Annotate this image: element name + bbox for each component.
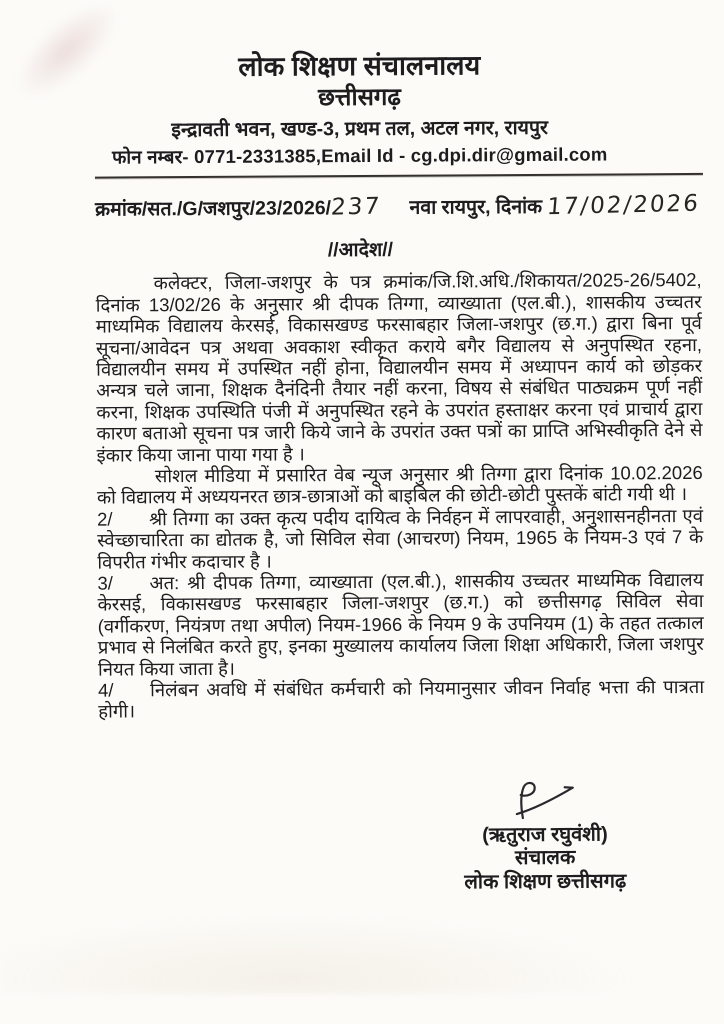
order-paragraph-1 [96,269,703,465]
paragraph-number: 4/ [98,679,114,701]
date-handwritten: 17/02/2026 [546,190,702,221]
order-title: //आदेश// [327,239,394,262]
paragraph-text: कलेक्टर, जिला-जशपुर के पत्र क्रमांक/जि.शि.अधि./शिकायत/2025-26/5402, दिनांक 13/02/26 के अनुसार श्री दीपक तिग्गा, व्याख्याता (एल.बी.), शासकीय उच्चतर माध्यमिक विद्यालय केरसई, विकासखण्ड फरसाबहार जिला-जशपुर (छ.ग.) द्वारा बिना पूर्व सूचना/आवेदन पत्र अथवा अवकाश स्वीकृत कराये बगैर विद्यालय से अनुपस्थित रहना, विद्यालयीन समय में उपस्थित नहीं होना, विद्यालयीन समय में अध्यापन कार्य को छोड़कर अन्यत्र चले जाना, शिक्षक दैनंदिनी तैयार नहीं करना, विषय से संबंधित पाठ्यक्रम पूर्ण नहीं करना, शिक्षक उपस्थिति पंजी में अनुपस्थित रहने के उपरांत हस्ताक्षर करना एवं प्राचार्य द्वारा कारण बताओ सूचना पत्र जारी किये जाने के उपरांत उक्त पत्रों का प्राप्ति अभिस्वीकृति देने से इंकार किया जाना पाया गया है । [95,269,703,466]
reference-number [95,193,381,222]
order-paragraph-3 [97,505,703,573]
letterhead [0,0,722,171]
signature-scribble-icon [497,777,593,822]
order-body [96,269,705,722]
paragraph-text: श्री तिग्गा का उक्त कृत्य पदीय दायित्व के निर्वहन में लापरवाही, अनुशासनहीनता एवं स्वेच्छाचारिता का द्योतक है, जो सिविल सेवा (आचरण) नियम, 1965 के नियम-3 एवं 7 के विपरीत गंभीर कदाचार है । [97,504,704,573]
reference-row [95,191,700,222]
order-paragraph-4 [97,569,704,680]
signature-block [420,777,671,895]
signatory-designation: संचालक [514,847,576,870]
org-state: छत्तीसगढ़ [317,83,401,112]
place-and-date [409,191,700,220]
paragraph-text: अत: श्री दीपक तिग्गा, व्याख्याता (एल.बी.), शासकीय उच्चतर माध्यमिक विद्यालय केरसई, विकासखण्ड फरसाबहार जिला-जशपुर (छ.ग.) को छत्तीसगढ़ सिविल सेवा (वर्गीकरण, नियंत्रण तथा अपील) नियम-1966 के नियम 9 के उपनियम (1) के तहत तत्काल प्रभाव से निलंबित करते हुए, इनका मुख्यालय कार्यालय जिला शिक्षा अधिकारी, जिला जशपुर नियत किया जाता है। [97,568,704,680]
org-address: इन्द्रावती भवन, खण्ड-3, प्रथम तल, अटल नगर, रायपुर [171,117,549,142]
header-divider [95,173,703,179]
order-paragraph-2 [97,462,703,509]
paragraph-text: निलंबन अवधि में संबंधित कर्मचारी को नियमानुसार जीवन निर्वाह भत्ता की पात्रता होगी। [98,675,705,723]
paragraph-number: 3/ [97,572,113,594]
org-name: लोक शिक्षण संचालनालय [238,50,481,82]
paragraph-text: सोशल मीडिया में प्रसारित वेब न्यूज अनुसार श्री तिग्गा द्वारा दिनांक 10.02.2026 को विद्यालय में अध्ययनरत छात्र-छात्राओं को बाइबिल की छोटी-छोटी पुस्तकें बांटी गयी थी । [96,461,703,509]
place-date-printed: नवा रायपुर, दिनांक [409,196,543,220]
org-contact: फोन नम्बर- 0771-2331385,Email Id - cg.dpi.dir@gmail.com [112,143,608,168]
signatory-name: (ऋतुराज रघुवंशी) [482,823,608,847]
signatory-office: लोक शिक्षण छत्तीसगढ़ [464,870,627,894]
paragraph-number: 2/ [96,508,113,530]
order-paragraph-5 [98,676,704,723]
reference-number-printed: क्रमांक/सत./G/जशपुर/23/2026/ [95,197,332,221]
reference-number-handwritten: 237 [329,193,383,221]
